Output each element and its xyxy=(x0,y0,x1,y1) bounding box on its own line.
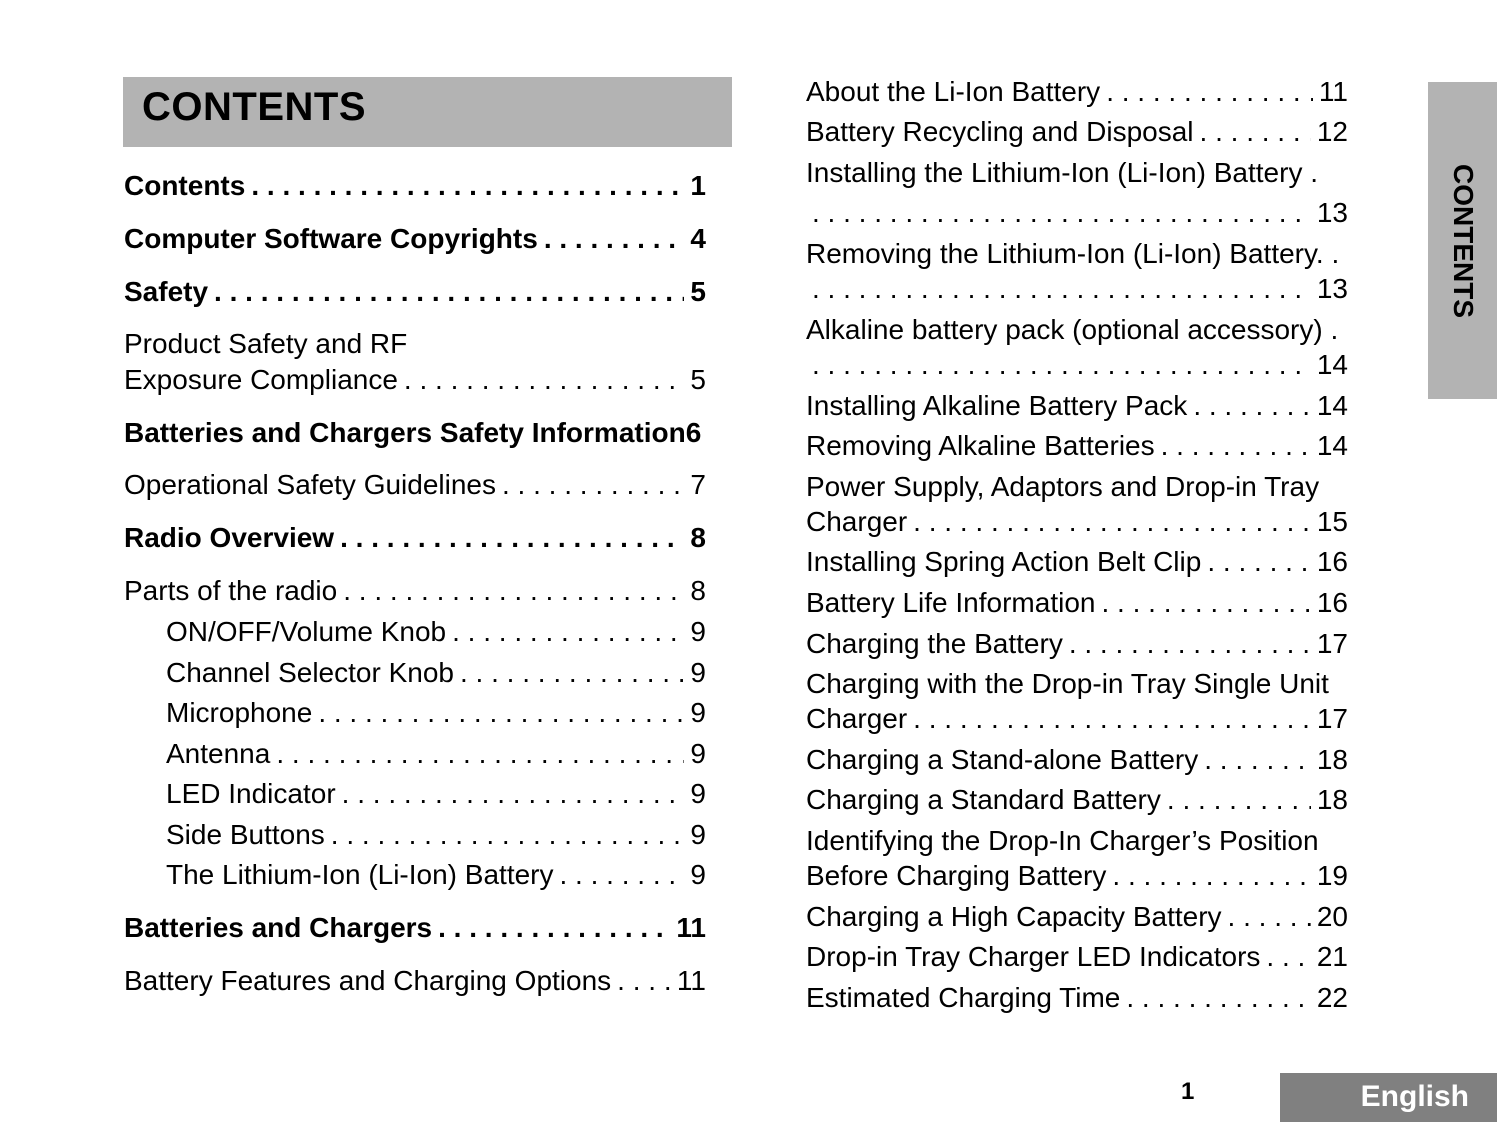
dot-leader xyxy=(342,776,685,812)
dot-leader xyxy=(1112,858,1310,894)
dot-leader xyxy=(251,168,684,204)
toc-entry-page: 7 xyxy=(690,469,706,500)
toc-entry[interactable] xyxy=(124,221,706,257)
toc-entry-page: 9 xyxy=(690,657,706,688)
toc-entry-page: 22 xyxy=(1316,982,1348,1013)
toc-entry-title: Operational Safety Guidelines xyxy=(124,469,496,500)
dot-leader xyxy=(343,573,684,609)
dot-leader xyxy=(1207,544,1311,580)
dot-leader xyxy=(1167,782,1311,818)
toc-entry-title: Battery Features and Charging Options xyxy=(124,965,612,996)
toc-entry-page: 5 xyxy=(690,276,706,307)
toc-entry-title: Parts of the radio xyxy=(124,575,338,606)
dot-leader xyxy=(340,520,684,556)
toc-entry-page: 9 xyxy=(690,738,706,769)
toc-entry-page: 18 xyxy=(1316,784,1348,815)
toc-entry-page: 9 xyxy=(690,778,706,809)
toc-entry[interactable] xyxy=(124,520,706,556)
dot-leader xyxy=(544,221,685,257)
toc-entry[interactable] xyxy=(806,858,1348,894)
toc-entry-title: Battery Life Information xyxy=(806,587,1096,618)
toc-entry-title: Contents xyxy=(124,170,246,201)
toc-entry-title: Alkaline battery pack (optional accessory) . xyxy=(806,314,1339,345)
toc-entry-page: 9 xyxy=(690,819,706,850)
toc-entry-title: Installing Alkaline Battery Pack xyxy=(806,390,1188,421)
toc-entry[interactable] xyxy=(124,168,706,204)
toc-entry-page: 21 xyxy=(1316,941,1348,972)
toc-entry-title: Computer Software Copyrights xyxy=(124,223,538,254)
toc-entry[interactable] xyxy=(806,347,1348,383)
toc-entry-page: 15 xyxy=(1316,506,1348,537)
contents-header xyxy=(123,77,732,147)
toc-entry-title: Channel Selector Knob xyxy=(166,657,454,688)
toc-entry[interactable] xyxy=(806,782,1348,818)
toc-entry[interactable] xyxy=(166,736,706,772)
dot-leader xyxy=(913,504,1311,540)
toc-entry-page: 9 xyxy=(690,697,706,728)
toc-entry-page: 5 xyxy=(690,364,706,395)
dot-leader xyxy=(1200,114,1311,150)
toc-entry[interactable] xyxy=(124,573,706,609)
toc-entry-page: 13 xyxy=(1316,197,1348,228)
toc-entry[interactable] xyxy=(806,939,1348,975)
dot-leader xyxy=(460,655,684,691)
toc-entry[interactable] xyxy=(124,467,706,503)
toc-entry-title: Drop-in Tray Charger LED Indicators xyxy=(806,941,1261,972)
toc-entry[interactable] xyxy=(166,614,706,650)
toc-entry[interactable] xyxy=(166,776,706,812)
toc-entry[interactable] xyxy=(166,857,706,893)
contents-heading: CONTENTS xyxy=(142,85,366,129)
toc-entry[interactable] xyxy=(166,655,706,691)
toc-entry-title: Microphone xyxy=(166,697,313,728)
toc-entry-title: LED Indicator xyxy=(166,778,336,809)
toc-entry-title: ON/OFF/Volume Knob xyxy=(166,616,447,647)
dot-leader xyxy=(1126,980,1310,1016)
toc-entry-title: Batteries and Chargers Safety Information xyxy=(124,417,686,448)
toc-entry-page: 14 xyxy=(1316,349,1348,380)
toc-entry-page: 9 xyxy=(690,859,706,890)
dot-leader xyxy=(1101,585,1310,621)
toc-entry[interactable] xyxy=(806,544,1348,580)
toc-entry-title: Removing Alkaline Batteries xyxy=(806,430,1155,461)
toc-entry-title: Charging the Battery xyxy=(806,628,1063,659)
toc-entry-page: 6 xyxy=(685,417,702,448)
toc-entry-page: 17 xyxy=(1316,703,1348,734)
dot-leader xyxy=(1069,626,1311,662)
dot-leader xyxy=(276,736,684,772)
toc-entry-page: 8 xyxy=(690,522,706,553)
dot-leader xyxy=(560,857,685,893)
dot-leader xyxy=(318,695,684,731)
toc-entry-page: 8 xyxy=(690,575,706,606)
dot-leader xyxy=(1228,899,1311,935)
toc-entry-page: 11 xyxy=(676,912,706,943)
toc-entry[interactable] xyxy=(124,963,706,999)
toc-entry-page: 11 xyxy=(1318,76,1348,107)
toc-entry-title: Charging a High Capacity Battery xyxy=(806,901,1222,932)
toc-entry-page: 4 xyxy=(690,223,706,254)
toc-entry[interactable] xyxy=(806,74,1348,110)
dot-leader xyxy=(1161,428,1311,464)
toc-entry-title: Charging a Standard Battery xyxy=(806,784,1161,815)
toc-entry[interactable] xyxy=(166,695,706,731)
toc-entry-page: 9 xyxy=(690,616,706,647)
toc-entry-title: About the Li-Ion Battery xyxy=(806,76,1101,107)
dot-leader xyxy=(1106,74,1313,110)
toc-entry-title: The Lithium-Ion (Li-Ion) Battery xyxy=(166,859,554,890)
toc-entry-title-line2: Charger xyxy=(806,703,908,734)
dot-leader xyxy=(1204,742,1311,778)
toc-entry-page: 18 xyxy=(1316,744,1348,775)
language-label: English xyxy=(1360,1080,1469,1113)
dot-leader xyxy=(404,362,685,398)
dot-leader xyxy=(812,347,1311,383)
toc-entry-title: Installing Spring Action Belt Clip xyxy=(806,546,1202,577)
toc-entry-page: 17 xyxy=(1316,628,1348,659)
toc-entry[interactable] xyxy=(806,742,1348,778)
dot-leader xyxy=(438,910,670,946)
toc-entry[interactable] xyxy=(806,428,1348,464)
side-tab-label: CONTENTS xyxy=(1447,163,1479,318)
language-tab xyxy=(1280,1073,1497,1122)
toc-entry[interactable] xyxy=(806,114,1348,150)
toc-entry-title: Safety xyxy=(124,276,209,307)
dot-leader xyxy=(812,195,1311,231)
toc-entry-page: 14 xyxy=(1316,430,1348,461)
toc-entry-title-line2: Before Charging Battery xyxy=(806,860,1107,891)
toc-entry-page: 20 xyxy=(1316,901,1348,932)
dot-leader xyxy=(1266,939,1310,975)
toc-entry[interactable] xyxy=(806,980,1348,1016)
toc-entry-title: Removing the Lithium-Ion (Li-Ion) Battery. . xyxy=(806,238,1340,269)
toc-entry-title: Batteries and Chargers xyxy=(124,912,433,943)
dot-leader xyxy=(1193,388,1311,424)
dot-leader xyxy=(913,701,1311,737)
toc-entry-page: 19 xyxy=(1316,860,1348,891)
toc-entry-title-line2: Charger xyxy=(806,506,908,537)
dot-leader xyxy=(617,963,671,999)
toc-entry-title: Charging a Stand-alone Battery xyxy=(806,744,1199,775)
toc-entry[interactable] xyxy=(806,271,1348,307)
toc-entry[interactable] xyxy=(166,817,706,853)
toc-entry[interactable] xyxy=(806,585,1348,621)
toc-entry-page: 11 xyxy=(676,965,706,996)
toc-entry[interactable] xyxy=(806,388,1348,424)
toc-entry-title: Identifying the Drop-In Charger’s Position xyxy=(806,825,1319,856)
toc-entry[interactable] xyxy=(124,362,706,398)
toc-entry-title: Radio Overview xyxy=(124,522,335,553)
toc-entry[interactable] xyxy=(806,195,1348,231)
toc-entry-title: Antenna xyxy=(166,738,271,769)
toc-entry-title: Power Supply, Adaptors and Drop-in Tray xyxy=(806,471,1320,502)
dot-leader xyxy=(214,274,684,310)
toc-entry[interactable] xyxy=(806,701,1348,737)
toc-entry[interactable] xyxy=(124,415,706,451)
toc-entry-title: Installing the Lithium-Ion (Li-Ion) Battery . xyxy=(806,157,1319,188)
toc-entry[interactable] xyxy=(806,899,1348,935)
toc-entry[interactable] xyxy=(124,274,706,310)
toc-entry-title-line2: Exposure Compliance xyxy=(124,364,398,395)
toc-entry[interactable] xyxy=(806,504,1348,540)
page-number: 1 xyxy=(1181,1078,1195,1105)
toc-entry[interactable] xyxy=(806,626,1348,662)
toc-entry-page: 12 xyxy=(1316,116,1348,147)
toc-entry[interactable] xyxy=(124,910,706,946)
toc-entry-title: Battery Recycling and Disposal xyxy=(806,116,1194,147)
toc-entry-page: 13 xyxy=(1316,273,1348,304)
toc-entry-title: Estimated Charging Time xyxy=(806,982,1121,1013)
toc-entry-page: 1 xyxy=(690,170,706,201)
toc-entry-page: 14 xyxy=(1316,390,1348,421)
toc-entry-page: 16 xyxy=(1316,587,1348,618)
toc-entry-title: Charging with the Drop-in Tray Single Unit xyxy=(806,668,1329,699)
dot-leader xyxy=(331,817,685,853)
toc-entry-title: Side Buttons xyxy=(166,819,325,850)
side-tab-contents xyxy=(1428,82,1497,399)
toc-entry-title: Product Safety and RF xyxy=(124,328,408,359)
dot-leader xyxy=(812,271,1311,307)
toc-entry-page: 16 xyxy=(1316,546,1348,577)
dot-leader xyxy=(452,614,684,650)
dot-leader xyxy=(502,467,684,503)
